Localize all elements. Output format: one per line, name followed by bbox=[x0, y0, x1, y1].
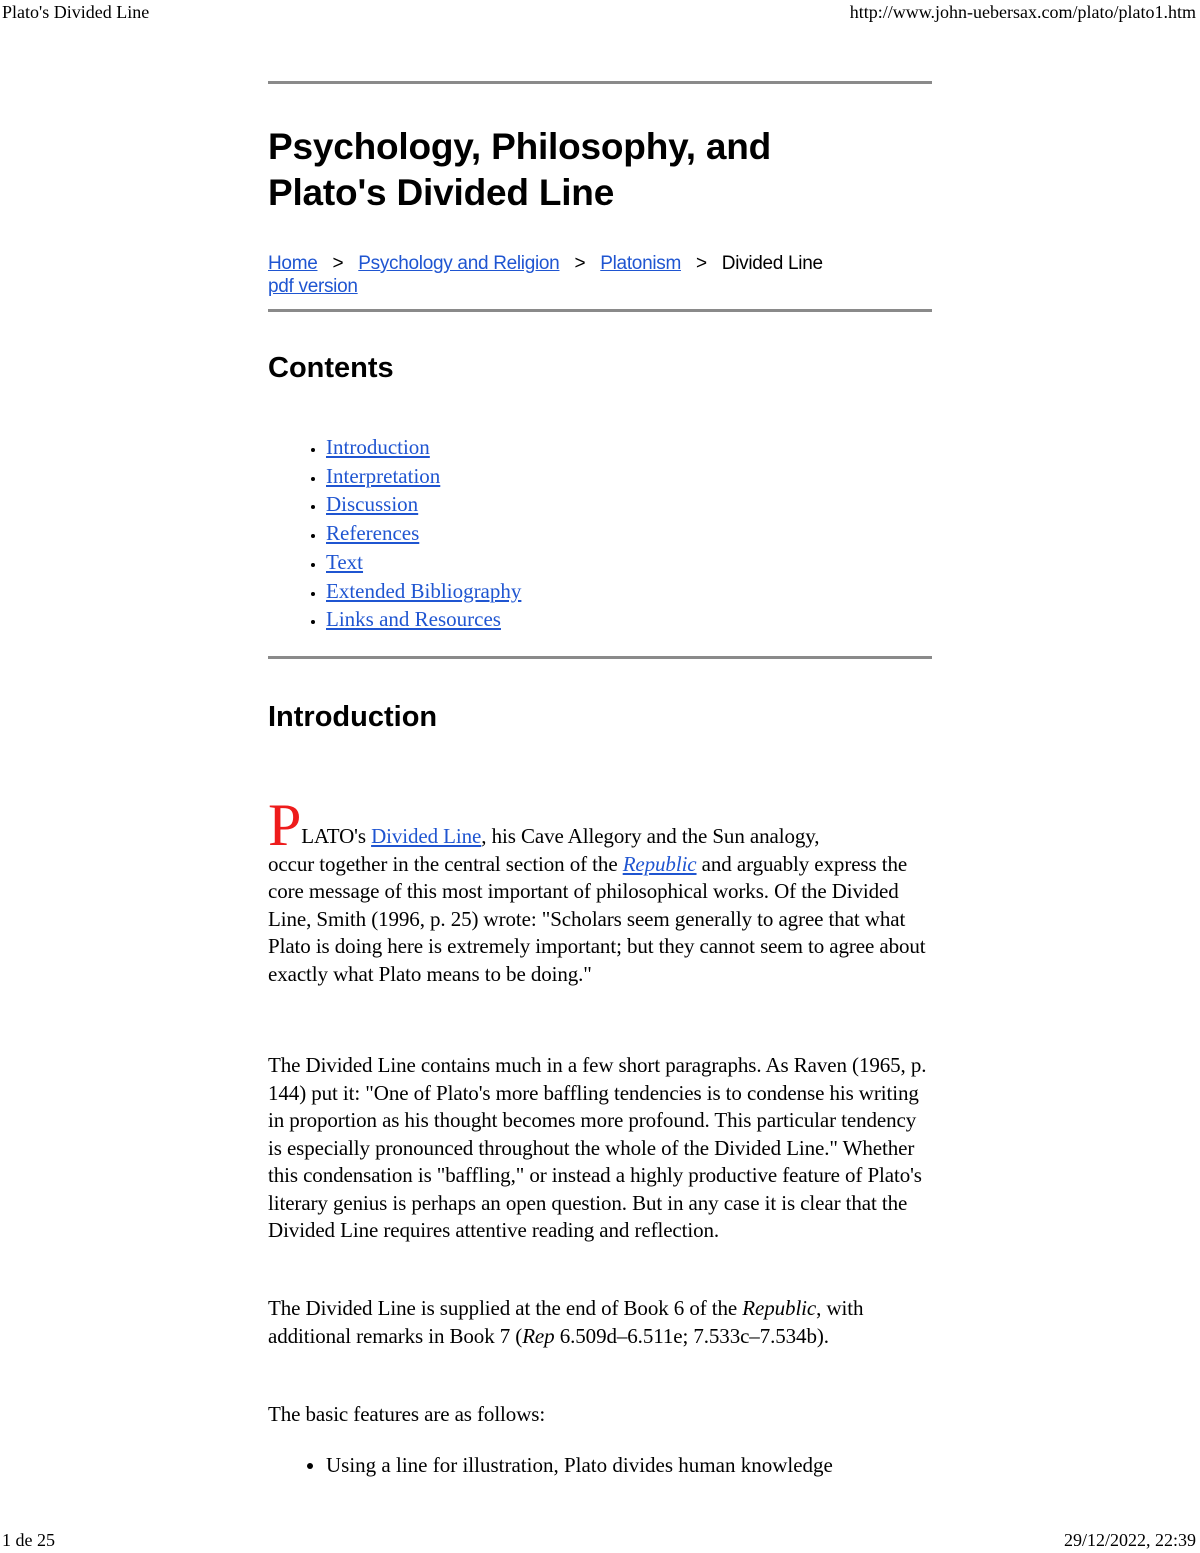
print-footer-datetime: 29/12/2022, 22:39 bbox=[1063, 1530, 1196, 1550]
divider bbox=[268, 309, 932, 312]
breadcrumb-current: Divided Line bbox=[721, 253, 823, 274]
print-header-title: Plato's Divided Line bbox=[2, 2, 150, 22]
introduction-heading: Introduction bbox=[268, 701, 438, 733]
intro-paragraph-3 bbox=[268, 1295, 932, 1350]
divider bbox=[268, 656, 932, 659]
text-run: and arguably express the core message of this most important of philosophical works. Of the Divided Line, Smith (1996, p. 25) wrote: "Scholars seem generally to agree that what Plato is doing here is extremely important; but they cannot seem to agree about exactly what Plato means to be doing." bbox=[268, 851, 926, 986]
list-item bbox=[326, 462, 521, 491]
drop-cap: P bbox=[268, 792, 302, 858]
intro-paragraph-1 bbox=[268, 792, 932, 988]
toc-link-discussion[interactable]: Discussion bbox=[326, 492, 419, 517]
toc-link-interpretation[interactable]: Interpretation bbox=[326, 463, 441, 488]
print-footer-page: 1 de 25 bbox=[2, 1530, 55, 1550]
breadcrumb-psychology-link[interactable]: Psychology and Religion bbox=[358, 253, 560, 274]
breadcrumb-platonism-link[interactable]: Platonism bbox=[600, 253, 681, 274]
pdf-version-link[interactable]: pdf version bbox=[268, 276, 358, 297]
list-item bbox=[326, 605, 521, 634]
toc-link-extended-bibliography[interactable]: Extended Bibliography bbox=[326, 578, 522, 603]
features-list bbox=[268, 1452, 833, 1480]
toc-link-links-and-resources[interactable]: Links and Resources bbox=[326, 607, 501, 632]
list-item bbox=[326, 490, 521, 519]
intro-paragraph-2: The Divided Line contains much in a few short paragraphs. As Raven (1965, p. 144) put it: "One of Plato's more baffling tendencies is to condense his writing in proportion as his thought becomes more profound. This particular tendency is especially pronounced throughout the whole of the Divided Line." Whether this condensation is "baffling," or instead a highly productive feature of Plato's literary genius is perhaps an open question. But in any case it is clear that the Divided Line requires attentive reading and reflection. bbox=[268, 1053, 927, 1242]
text-run: , with additional remarks in Book 7 ( bbox=[268, 1296, 864, 1348]
text-run: LATO's bbox=[301, 824, 372, 848]
toc-link-text[interactable]: Text bbox=[326, 549, 364, 574]
contents-list bbox=[268, 433, 521, 634]
republic-link[interactable]: Republic bbox=[622, 851, 697, 876]
divided-line-link[interactable]: Divided Line bbox=[371, 824, 482, 848]
toc-link-references[interactable]: References bbox=[326, 521, 420, 546]
list-item bbox=[326, 548, 521, 577]
divider bbox=[268, 81, 932, 84]
breadcrumb-separator: > bbox=[696, 253, 707, 274]
list-item: • Using a line for illustration, Plato divides human knowledge bbox=[326, 1452, 833, 1480]
list-item bbox=[326, 519, 521, 548]
breadcrumb-separator: > bbox=[574, 253, 586, 274]
contents-heading: Contents bbox=[268, 352, 394, 384]
print-header-url: http://www.john-uebersax.com/plato/plato1.htm bbox=[849, 2, 1196, 22]
toc-link-introduction[interactable]: Introduction bbox=[326, 435, 430, 459]
text-run: The Divided Line is supplied at the end of Book 6 of the bbox=[268, 1296, 743, 1320]
text-run: 6.509d–6.511e; 7.533c–7.534b). bbox=[554, 1323, 829, 1348]
text-run: occur together in the central section of the bbox=[268, 851, 623, 876]
page-title bbox=[268, 124, 771, 216]
page-title-line-1: Psychology, Philosophy, and bbox=[268, 126, 772, 167]
intro-paragraph-4: The basic features are as follows: bbox=[268, 1402, 546, 1426]
page-title-line-2: Plato's Divided Line bbox=[268, 172, 615, 213]
text-run: , his Cave Allegory and the Sun analogy, bbox=[481, 824, 820, 848]
breadcrumb-separator: > bbox=[332, 253, 344, 274]
rep-italic: Rep bbox=[522, 1323, 555, 1348]
republic-italic: Republic bbox=[742, 1296, 817, 1320]
breadcrumb-home-link[interactable]: Home bbox=[268, 253, 318, 274]
list-item bbox=[326, 577, 521, 606]
breadcrumb bbox=[268, 252, 823, 298]
list-item bbox=[326, 433, 521, 462]
